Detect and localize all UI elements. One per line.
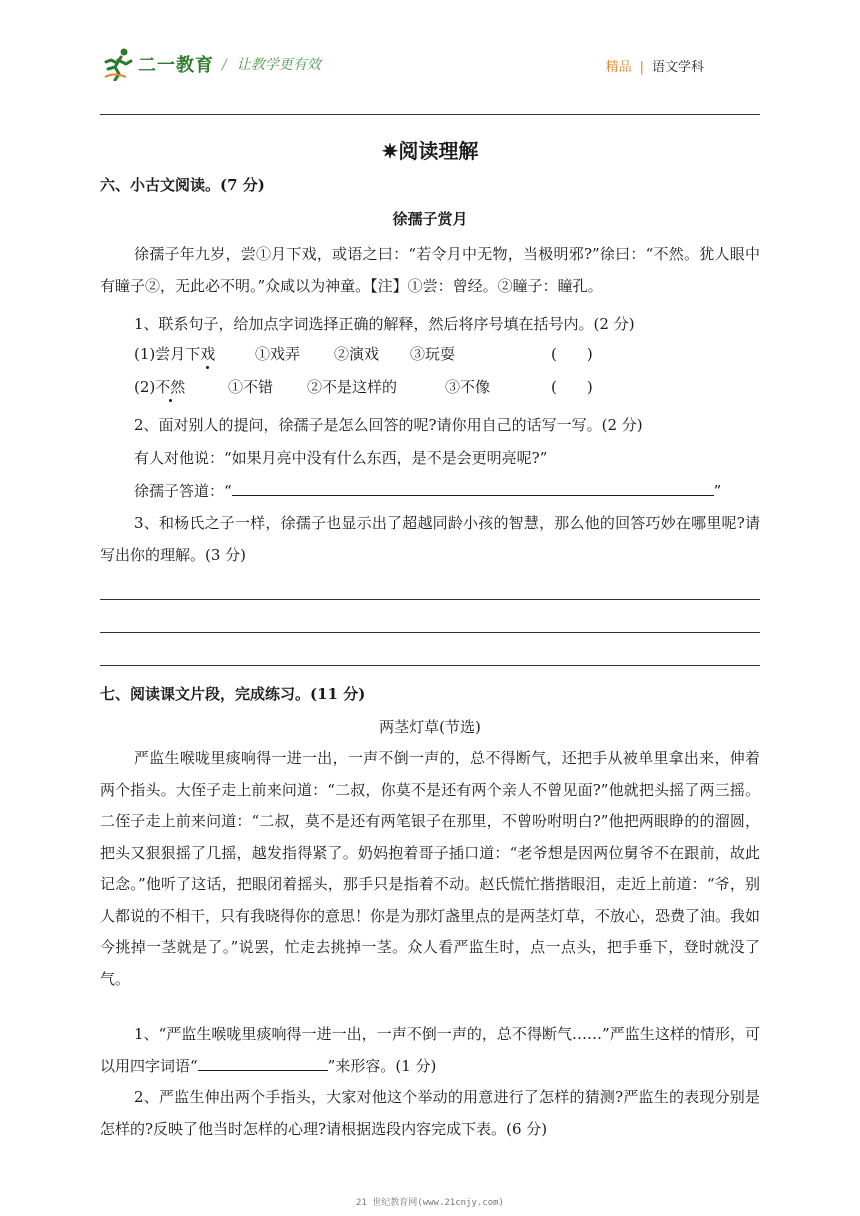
dotted-char: 不然 (155, 378, 186, 396)
dotted-char: 戏 (200, 345, 216, 363)
q7-2-prompt: 2、严监生伸出两个手指头，大家对他这个举动的用意进行了怎样的猜测?严监生的表现分别是怎样的?反映了他当时怎样的心理?请根据选段内容完成下表。(6 分) (100, 1088, 760, 1138)
q6-2-answer-suffix: ” (713, 482, 722, 500)
q6-3-answer-line[interactable] (100, 599, 760, 600)
slogan-separator: / (222, 57, 227, 73)
q6-1-item2-answer-bracket[interactable]: ( ) (551, 378, 593, 396)
q6-1-item2-opt2: ②不是这样的 (307, 378, 398, 396)
q6-3-answer-line[interactable] (100, 632, 760, 633)
q6-passage-title: 徐孺子赏月 (392, 210, 468, 228)
page-footer: 21 世纪教育网(www.21cnjy.com) (356, 1198, 504, 1208)
q6-passage: 徐孺子年九岁，尝①月下戏，或语之曰：“若令月中无物，当极明邪?”徐曰：“不然。犹人眼中有瞳子②，无此必不明。”众咸以为神童。【注】①尝：曾经。②瞳子：瞳孔。 (100, 245, 760, 295)
running-man-icon (104, 47, 134, 81)
subject-label: 语文学科 (651, 60, 704, 75)
q6-1-item1-word (134, 343, 215, 364)
q7-passage-title: 两茎灯草(节选) (379, 718, 481, 736)
q6-heading: 六、小古文阅读。(7 分) (100, 176, 265, 194)
q6-1-item1-opt2: ②演戏 (334, 345, 380, 363)
header-divider: | (639, 60, 644, 75)
q7-1-answer-blank[interactable] (198, 1056, 328, 1071)
q7-1-prompt-part1: 1、“严监生喉咙里痰响得一进一出，一声不倒一声的，总不得断气……”严监生这样的情形，可以用四字词语“ (100, 1025, 760, 1075)
logo-text: 二一教育 (138, 55, 214, 76)
q7-heading: 七、阅读课文片段，完成练习。(11 分) (100, 685, 366, 703)
q6-2-answer-row (134, 480, 760, 501)
q7-1-prompt (100, 1019, 760, 1082)
q6-2-question: 有人对他说：“如果月亮中没有什么东西，是不是会更明亮呢?” (134, 449, 548, 467)
logo (104, 44, 214, 84)
q6-1-prompt: 1、联系句子，给加点字词选择正确的解释，然后将序号填在括号内。(2 分) (134, 315, 635, 333)
header-subject (606, 56, 704, 75)
q6-2-answer-blank[interactable] (232, 481, 714, 496)
q6-1-item2-word (134, 376, 185, 397)
premium-label: 精品 (605, 60, 632, 75)
header-rule (100, 114, 760, 115)
q6-1-item2-opt3: ③不像 (445, 378, 491, 396)
page-header (100, 44, 760, 84)
q6-3-answer-line[interactable] (100, 665, 760, 666)
q6-1-item2-prefix: (2) (134, 378, 156, 396)
q6-1-item1-answer-bracket[interactable]: ( ) (551, 345, 593, 363)
section-title: ✷阅读理解 (381, 139, 479, 163)
q6-1-item1-prefix: (1)尝月下 (134, 345, 201, 363)
q6-1-item1-opt1: ①戏弄 (255, 345, 301, 363)
q6-3-prompt: 3、和杨氏之子一样，徐孺子也显示出了超越同龄小孩的智慧，那么他的回答巧妙在哪里呢?请写出你的理解。(3 分) (100, 514, 760, 564)
q6-2-answer-prefix: 徐孺子答道：“ (134, 482, 232, 500)
slogan-text: 让教学更有效 (236, 57, 321, 73)
q6-2-prompt: 2、面对别人的提问，徐孺子是怎么回答的呢?请你用自己的话写一写。(2 分) (134, 416, 643, 434)
slogan (222, 54, 321, 74)
q6-1-item1-opt3: ③玩耍 (410, 345, 456, 363)
q6-1-item2-opt1: ①不错 (228, 378, 274, 396)
q7-passage: 严监生喉咙里痰响得一进一出，一声不倒一声的，总不得断气，还把手从被单里拿出来，伸着两个指头。大侄子走上前来问道：“二叔，你莫不是还有两个亲人不曾见面?”他就把头摇了两三摇。二侄子走上前来问道：“二叔，莫不是还有两笔银子在那里，不曾吩咐明白?”他把两眼睁的的溜圆，把头又狠狠摇了几摇，越发指得紧了。奶妈抱着哥子插口道：“老爷想是因两位舅爷不在跟前，故此记念。”他听了这话，把眼闭着摇头，那手只是指着不动。赵氏慌忙揩揩眼泪，走近上前道：“爷，别人都说的不相干，只有我晓得你的意思！你是为那灯盏里点的是两茎灯草，不放心，恐费了油。我如今挑掉一茎就是了。”说罢，忙走去挑掉一茎。众人看严监生时，点一点头，把手垂下，登时就没了气。 (100, 749, 761, 988)
q7-1-prompt-part2: ”来形容。(1 分) (327, 1056, 437, 1075)
